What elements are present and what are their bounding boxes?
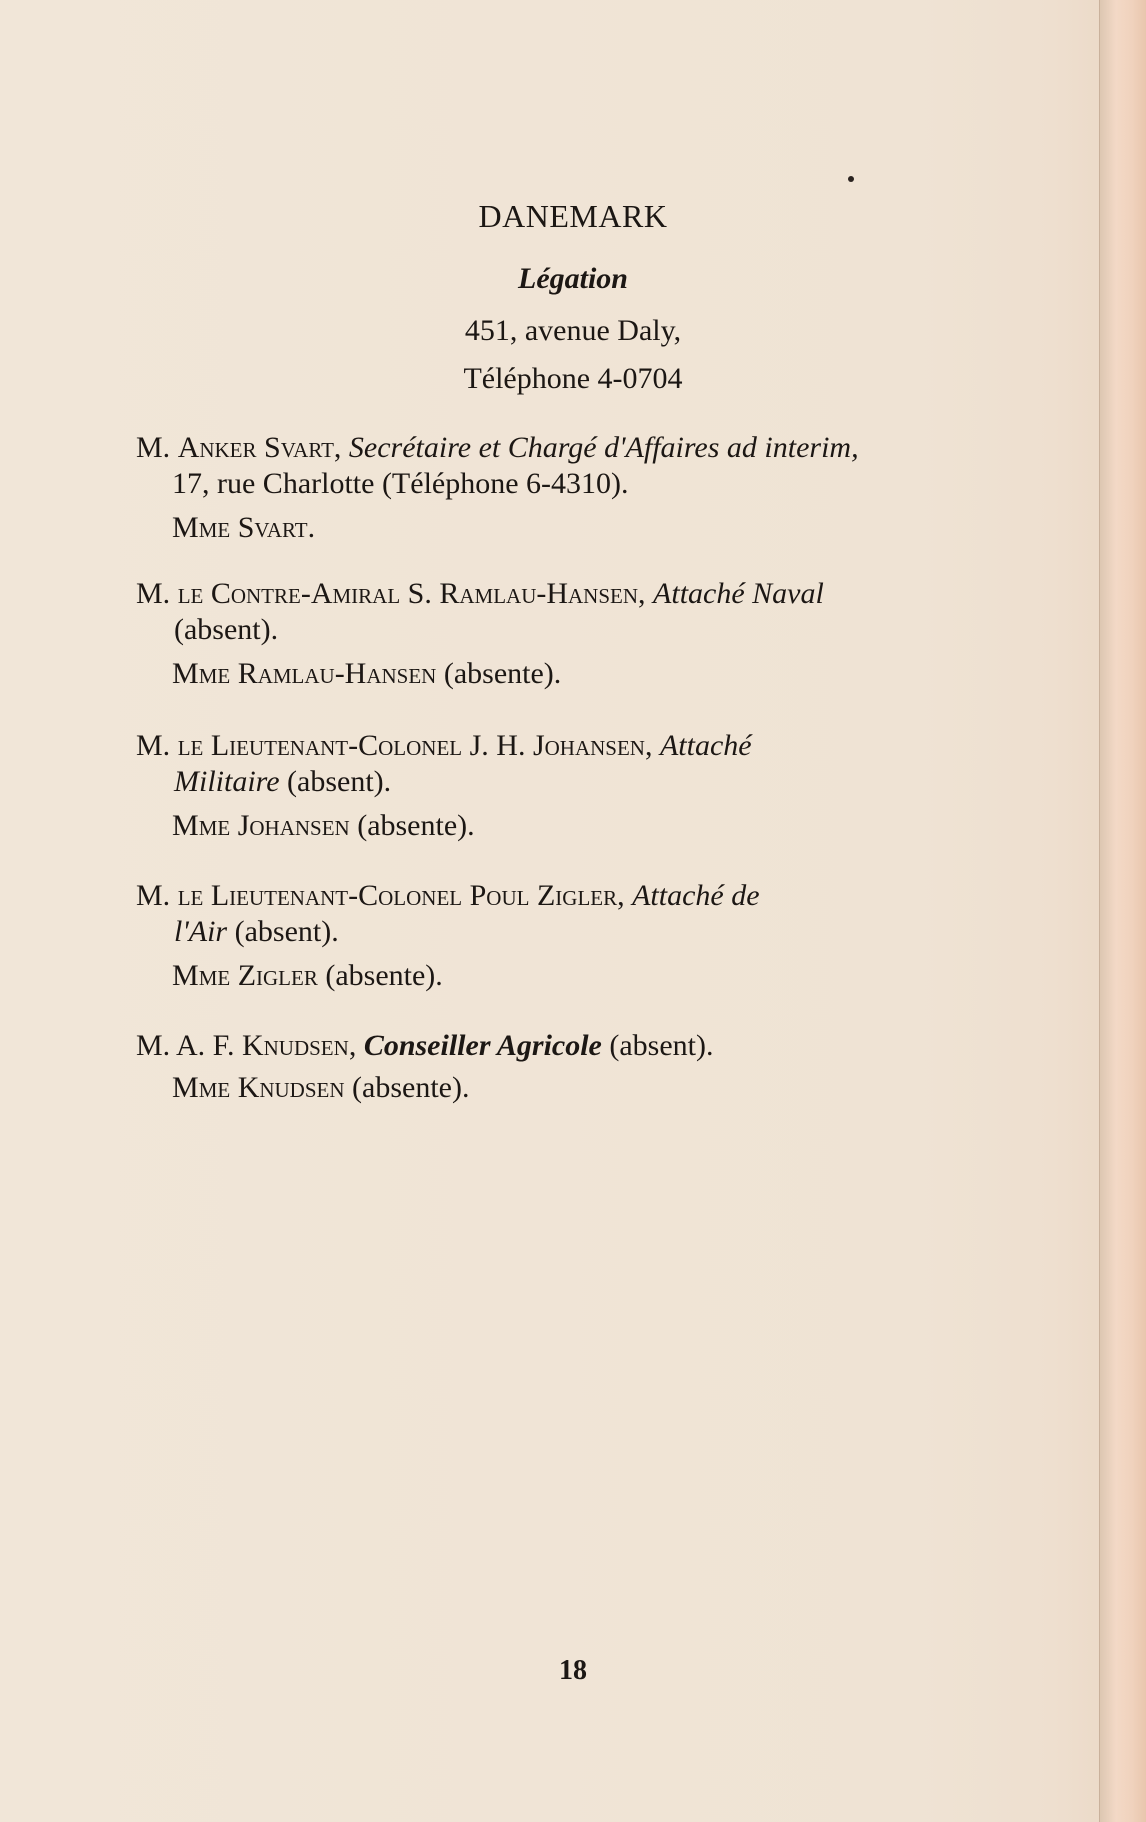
- entry-status: (absent).: [601, 1029, 714, 1062]
- spouse-suffix: (absente).: [436, 657, 562, 690]
- entry-line: [136, 1028, 1036, 1064]
- person-title-cont: l'Air: [174, 915, 228, 948]
- entry-address: 17, rue Charlotte (Téléphone 6-4310).: [172, 467, 629, 500]
- entry-johansen: [136, 728, 1036, 844]
- ink-speck: [848, 176, 854, 182]
- legation-address: 451, avenue Daly,: [464, 314, 682, 347]
- spouse-line: [136, 958, 1036, 994]
- spouse-prefix: M: [172, 959, 199, 992]
- entry-line: [136, 878, 1036, 914]
- entry-status-line: [136, 764, 1036, 800]
- person-name: le Lieutenant-Colonel J. H. Johansen: [177, 729, 645, 762]
- person-name: Knudsen: [241, 1029, 349, 1062]
- entry-status: (absent).: [227, 915, 339, 948]
- spouse-line: [136, 1070, 1036, 1106]
- spouse-name: me Zigler: [198, 959, 318, 992]
- entry-status-line: [136, 914, 1036, 950]
- entry-knudsen: [136, 1028, 1036, 1106]
- separator: ,: [644, 729, 660, 762]
- spouse-suffix: (absente).: [349, 809, 475, 842]
- person-title-cont: Militaire: [174, 765, 280, 798]
- person-title: Attaché: [659, 729, 752, 762]
- spouse-suffix: (absente).: [317, 959, 443, 992]
- page-number: 18: [559, 1655, 587, 1686]
- spouse-line: [136, 510, 1036, 546]
- country-heading: DANEMARK: [478, 198, 668, 234]
- entry-prefix: M.: [136, 431, 178, 464]
- entry-line: [136, 430, 1036, 466]
- separator: ,: [638, 577, 654, 610]
- spouse-name: me Knudsen: [198, 1071, 345, 1104]
- spouse-name: me Svart: [198, 511, 308, 544]
- person-title: Attaché Naval: [653, 577, 824, 610]
- entry-line: [136, 728, 1036, 764]
- spouse-prefix: M: [172, 1071, 199, 1104]
- spouse-line: [136, 808, 1036, 844]
- entry-svart: [136, 430, 1036, 546]
- spouse-prefix: M: [172, 809, 199, 842]
- spouse-suffix: .: [307, 511, 316, 544]
- spouse-name: me Ramlau-Hansen: [198, 657, 437, 690]
- person-title: Attaché de: [632, 879, 760, 912]
- entry-line: [136, 576, 1036, 612]
- separator: ,: [348, 1029, 364, 1062]
- spouse-line: [136, 656, 1036, 692]
- spouse-suffix: (absente).: [344, 1071, 470, 1104]
- entry-ramlau-hansen: [136, 576, 1036, 692]
- separator: ,: [617, 879, 633, 912]
- person-name: le Lieutenant-Colonel Poul Zigler: [177, 879, 618, 912]
- entry-status: (absent).: [174, 613, 279, 646]
- separator: ,: [333, 431, 349, 464]
- legation-subtitle: Légation: [518, 262, 628, 295]
- person-title: Secrétaire et Chargé d'Affaires ad interim,: [348, 431, 859, 464]
- legation-phone: Téléphone 4-0704: [463, 362, 683, 395]
- entry-status: (absent).: [279, 765, 392, 798]
- person-name: le Contre-Amiral S. Ramlau-Hansen: [177, 577, 639, 610]
- person-name: Anker Svart: [177, 431, 334, 464]
- entry-prefix: M.: [136, 729, 178, 762]
- spouse-prefix: M: [172, 511, 199, 544]
- spouse-prefix: M: [172, 657, 199, 690]
- person-title: Conseiller Agricole: [363, 1029, 602, 1062]
- entry-prefix: M.: [136, 577, 178, 610]
- entry-zigler: [136, 878, 1036, 994]
- entry-prefix: M.: [136, 879, 178, 912]
- spouse-name: me Johansen: [198, 809, 350, 842]
- entry-prefix: M. A. F.: [136, 1029, 242, 1062]
